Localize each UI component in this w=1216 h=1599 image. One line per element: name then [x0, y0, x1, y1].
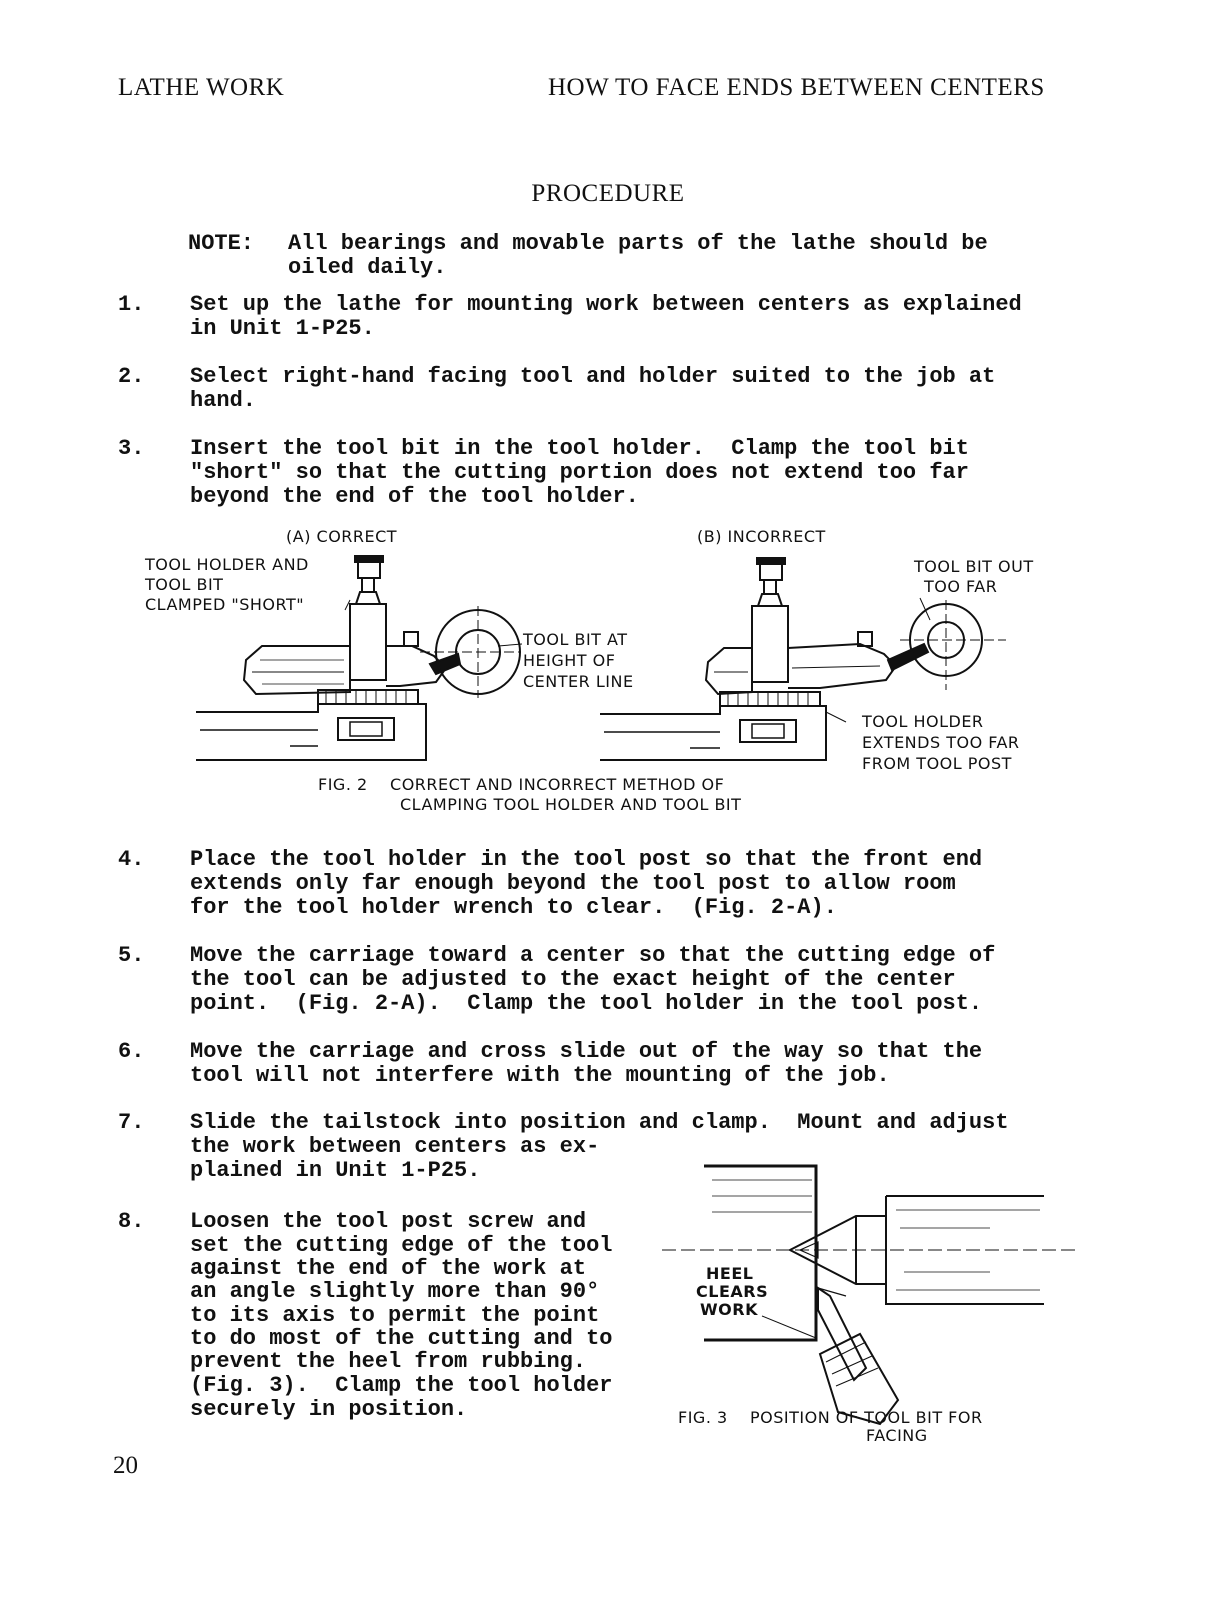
step-3-line-1: Insert the tool bit in the tool holder. Clamp the tool bit [190, 436, 969, 461]
fig2-caption-2: CLAMPING TOOL HOLDER AND TOOL BIT [400, 795, 742, 814]
fig2a-drawing [196, 556, 522, 760]
step-number: 4. [118, 847, 145, 872]
step-3-line-2: "short" so that the cutting portion does not extend too far [190, 460, 969, 485]
step-4-line-3: for the tool holder wrench to clear. (Fig. 2-A). [190, 895, 837, 920]
step-2-line-2: hand. [190, 388, 257, 413]
fig2-callout-height-3: CENTER LINE [523, 672, 634, 691]
fig2-callout-extends-2: EXTENDS TOO FAR [862, 733, 1020, 752]
step-number: 5. [118, 943, 145, 968]
step-7-line-1: Slide the tailstock into position and clamp. Mount and adjust [190, 1110, 1009, 1135]
fig2-callout-short-2: TOOL BIT [145, 575, 224, 594]
step-8-line-1: Loosen the tool post screw and [190, 1209, 587, 1234]
step-1-line-1: Set up the lathe for mounting work between centers as explained [190, 292, 1022, 317]
step-number: 6. [118, 1039, 145, 1064]
fig2-callout-short-3: CLAMPED "SHORT" [145, 595, 305, 614]
step-number: 7. [118, 1110, 145, 1135]
step-8-line-8: (Fig. 3). Clamp the tool holder [190, 1373, 613, 1398]
step-8-line-6: to do most of the cutting and to [190, 1326, 613, 1351]
header-right: HOW TO FACE ENDS BETWEEN CENTERS [548, 74, 1045, 101]
fig2-callout-short-1: TOOL HOLDER AND [145, 555, 309, 574]
fig3-caption-2: FACING [866, 1426, 928, 1445]
step-8-line-9: securely in position. [190, 1397, 468, 1422]
fig3-callout-heel-2: CLEARS [696, 1282, 769, 1301]
note-line-2: oiled daily. [288, 255, 447, 280]
step-2-line-1: Select right-hand facing tool and holder suited to the job at [190, 364, 996, 389]
step-7-line-2: the work between centers as ex- [190, 1134, 600, 1159]
step-8-line-4: an angle slightly more than 90° [190, 1279, 600, 1304]
step-number: 2. [118, 364, 145, 389]
step-3-line-3: beyond the end of the tool holder. [190, 484, 639, 509]
fig2-caption-1: FIG. 2 CORRECT AND INCORRECT METHOD OF [318, 775, 725, 794]
fig2-callout-extends-3: FROM TOOL POST [862, 754, 1012, 773]
step-number: 8. [118, 1209, 145, 1234]
header-left: LATHE WORK [118, 74, 285, 101]
step-6-line-1: Move the carriage and cross slide out of the way so that the [190, 1039, 983, 1064]
step-8-line-2: set the cutting edge of the tool [190, 1233, 613, 1258]
step-number: 3. [118, 436, 145, 461]
step-number: 1. [118, 292, 145, 317]
fig2-label-incorrect: (B) INCORRECT [697, 527, 826, 546]
step-4-line-2: extends only far enough beyond the tool post to allow room [190, 871, 956, 896]
fig2-callout-out-2: TOO FAR [924, 577, 998, 596]
note-label: NOTE: [188, 231, 255, 256]
step-5-line-3: point. (Fig. 2-A). Clamp the tool holder in the tool post. [190, 991, 983, 1016]
step-8-line-5: to its axis to permit the point [190, 1303, 600, 1328]
step-8-line-7: prevent the heel from rubbing. [190, 1349, 587, 1374]
fig2-callout-height-2: HEIGHT OF [523, 651, 616, 670]
step-5-line-1: Move the carriage toward a center so that the cutting edge of [190, 943, 996, 968]
note-line-1: All bearings and movable parts of the lathe should be [288, 231, 988, 256]
step-5-line-2: the tool can be adjusted to the exact height of the center [190, 967, 956, 992]
fig3-callout-heel-1: HEEL [706, 1264, 754, 1283]
step-1-line-2: in Unit 1-P25. [190, 316, 375, 341]
fig2-callout-height-1: TOOL BIT AT [523, 630, 628, 649]
fig2-callout-extends-1: TOOL HOLDER [862, 712, 984, 731]
page-number: 20 [113, 1452, 138, 1479]
page-title: PROCEDURE [531, 180, 685, 207]
fig3-caption-1: FIG. 3 POSITION OF TOOL BIT FOR [678, 1408, 983, 1427]
step-7-line-3: plained in Unit 1-P25. [190, 1158, 481, 1183]
fig2-callout-out-1: TOOL BIT OUT [914, 557, 1034, 576]
step-8-line-3: against the end of the work at [190, 1256, 587, 1281]
fig2-label-correct: (A) CORRECT [286, 527, 398, 546]
step-4-line-1: Place the tool holder in the tool post so that the front end [190, 847, 983, 872]
step-6-line-2: tool will not interfere with the mounting of the job. [190, 1063, 890, 1088]
fig3-callout-heel-3: WORK [700, 1300, 758, 1319]
